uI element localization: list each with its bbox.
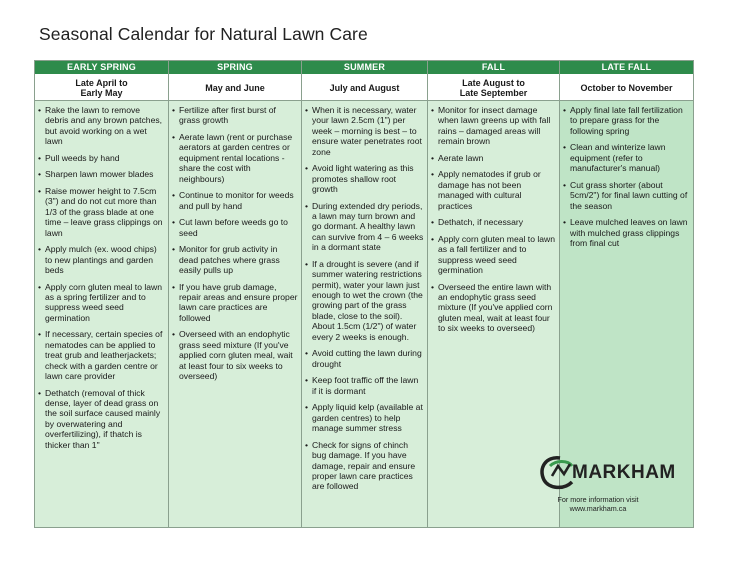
column-header: SUMMER <box>302 61 427 75</box>
task-item: • Rake the lawn to remove debris and any brown patches, but avoid working on a wet lawn <box>38 105 165 147</box>
task-item: • During extended dry periods, a lawn may turn brown and go dormant. A healthy lawn can survive from 4 – 6 weeks in a dormant state <box>305 201 424 253</box>
column-subheader <box>428 75 559 101</box>
task-item: • If a drought is severe (and if summer watering restrictions permit), water your lawn just enough to wet the crown (the growing part of the grass blade, close to the soil). About 1.5cm (1/2") of water every 2 weeks is enough. <box>305 259 424 342</box>
column-subheader <box>302 75 427 101</box>
column-header: SPRING <box>169 61 301 75</box>
column-body <box>35 101 168 527</box>
task-item: • If you have grub damage, repair areas and ensure proper lawn care practices are followed <box>172 282 298 324</box>
task-item: • Pull weeds by hand <box>38 153 165 163</box>
column-spring <box>169 61 302 527</box>
website-link[interactable]: www.markham.ca <box>569 504 627 513</box>
task-item: • Apply corn gluten meal to lawn as a spring fertilizer and to suppress weed seed germination <box>38 282 165 324</box>
subheader-text: October to November <box>580 82 673 93</box>
task-list <box>563 105 690 248</box>
column-header: EARLY SPRING <box>35 61 168 75</box>
task-item: • Apply nematodes if grub or damage has not been managed with cultural practices <box>431 169 556 211</box>
subheader-text: May and June <box>205 82 265 93</box>
column-summer <box>302 61 428 527</box>
task-item: • Dethatch (removal of thick dense, layer of dead grass on the soil surface caused mainly by overwatering and overfertilizing), if thatch is thicker than 1" <box>38 388 165 450</box>
task-item: • Continue to monitor for weeds and pull by hand <box>172 190 298 211</box>
task-list <box>38 105 165 450</box>
task-item: • Clean and winterize lawn equipment (refer to manufacturer's manual) <box>563 142 690 173</box>
column-subheader <box>35 75 168 101</box>
page-title: Seasonal Calendar for Natural Lawn Care <box>39 24 368 44</box>
task-item: • Monitor for insect damage when lawn greens up with fall rains – damaged areas will remain brown <box>431 105 556 147</box>
column-header: FALL <box>428 61 559 75</box>
column-early-spring <box>35 61 169 527</box>
task-item: • Raise mower height to 7.5cm (3") and do not cut more than 1/3 of the grass blade at one time – leave grass clippings on lawn <box>38 186 165 238</box>
task-item: • Avoid light watering as this promotes shallow root growth <box>305 163 424 194</box>
task-list <box>172 105 298 381</box>
task-item: • Dethatch, if necessary <box>431 217 556 227</box>
info-text: For more information visit <box>557 495 639 504</box>
subheader-text: Late April to Early May <box>75 77 128 98</box>
subheader-text: Late August to Late September <box>459 77 528 98</box>
logo-swoosh-icon <box>542 458 572 488</box>
task-item: • Apply corn gluten meal to lawn as a fall fertilizer and to suppress weed seed germination <box>431 234 556 276</box>
column-header: LATE FALL <box>560 61 693 75</box>
task-item: • Apply mulch (ex. wood chips) to new plantings and garden beds <box>38 244 165 275</box>
logo-wordmark: MARKHAM <box>572 462 676 483</box>
subheader-text: July and August <box>329 82 400 93</box>
task-item: • Monitor for grub activity in dead patches where grass easily pulls up <box>172 244 298 275</box>
column-subheader <box>169 75 301 101</box>
task-item: • Keep foot traffic off the lawn if it is dormant <box>305 375 424 396</box>
task-item: • Overseed the entire lawn with an endophytic grass seed mixture (If you've applied corn gluten meal, wait at least four to six weeks to overseed) <box>431 282 556 334</box>
task-item: • Cut grass shorter (about 5cm/2") for final lawn cutting of the season <box>563 180 690 211</box>
task-item: • Leave mulched leaves on lawn with mulched grass clippings from final cut <box>563 217 690 248</box>
task-list <box>305 105 424 492</box>
task-item: • Fertilize after first burst of grass growth <box>172 105 298 126</box>
column-body <box>169 101 301 527</box>
column-subheader <box>560 75 693 101</box>
task-item: • When it is necessary, water your lawn 2.5cm (1") per week – morning is best – to ensure water penetrates root zone <box>305 105 424 157</box>
task-item: • If necessary, certain species of nematodes can be applied to treat grub and leatherjackets; check with a garden centre or lawn care provider <box>38 329 165 381</box>
task-item: • Apply final late fall fertilization to prepare grass for the following spring <box>563 105 690 136</box>
task-item: • Cut lawn before weeds go to seed <box>172 217 298 238</box>
task-item: • Sharpen lawn mower blades <box>38 169 165 179</box>
task-item: • Check for signs of chinch bug damage. If you have damage, repair and ensure proper lawn care practices are followed <box>305 440 424 492</box>
task-item: • Avoid cutting the lawn during drought <box>305 348 424 369</box>
task-item: • Overseed with an endophytic grass seed mixture (If you've applied corn gluten meal, wait at least four to six weeks to overseed) <box>172 329 298 381</box>
task-item: • Aerate lawn <box>431 153 556 163</box>
task-item: • Apply liquid kelp (available at garden centres) to help manage summer stress <box>305 402 424 433</box>
task-item: • Aerate lawn (rent or purchase aerators at garden centres or equipment rental locations - share the cost with neighbours) <box>172 132 298 184</box>
column-body <box>302 101 427 527</box>
task-list <box>431 105 556 334</box>
